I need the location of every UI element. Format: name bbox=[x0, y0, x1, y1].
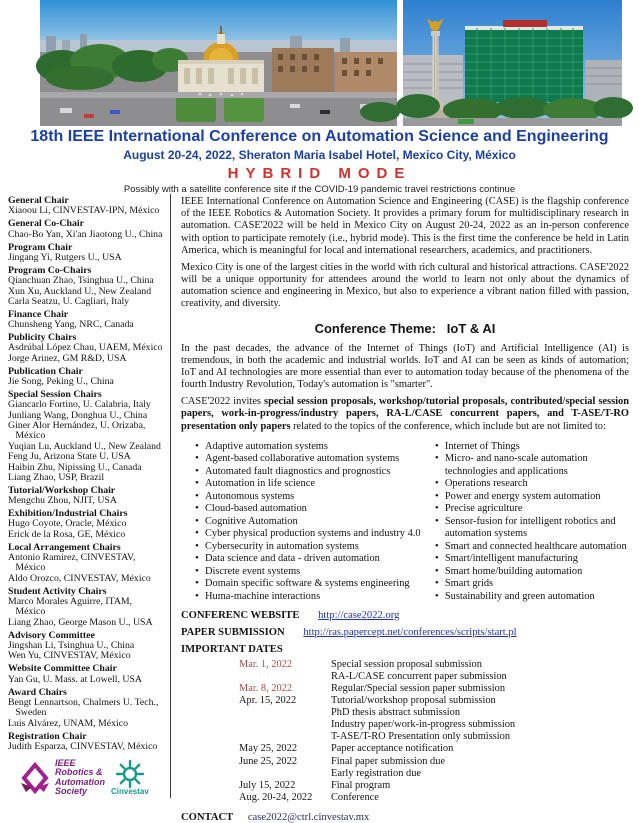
topic-item: • Micro- and nano-scale automation technologies and applications bbox=[435, 453, 629, 478]
chair-name: Aldo Orozco, CINVESTAV, México bbox=[8, 572, 151, 584]
chair-name: Hugo Coyote, Oracle, México bbox=[8, 518, 127, 530]
chair-name: Mengchu Zhou, NJIT, USA bbox=[8, 495, 117, 507]
ras-line: Robotics & bbox=[55, 767, 103, 778]
chair-section bbox=[8, 196, 166, 217]
date-row bbox=[239, 768, 629, 780]
date-row bbox=[239, 792, 629, 804]
title-block bbox=[0, 128, 639, 195]
topic-item: • Discrete event systems bbox=[195, 566, 423, 578]
chair-name: Yuqian Lu, Auckland U., New Zealand bbox=[8, 440, 161, 452]
topic-item: • Internet of Things bbox=[435, 441, 629, 453]
topic-item: • Cognitive Automation bbox=[195, 516, 423, 528]
topic-item: • Precise agriculture bbox=[435, 503, 629, 515]
invite-paragraph bbox=[181, 396, 629, 433]
chair-section bbox=[8, 367, 166, 388]
important-dates-heading: IMPORTANT DATES bbox=[181, 644, 283, 656]
date-row bbox=[239, 671, 629, 683]
chair-name: Carla Seatzu, U. Cagliari, Italy bbox=[8, 295, 130, 307]
date-event: Industry paper/work-in-progress submission bbox=[331, 719, 516, 731]
date-value: July 15, 2022 bbox=[239, 779, 296, 791]
chair-name: Bengt Lennartson, Chalmers U. Tech., bbox=[8, 696, 159, 708]
date-value: June 25, 2022 bbox=[239, 755, 298, 767]
chair-section bbox=[8, 243, 166, 264]
chair-section-title: Special Session Chairs bbox=[8, 388, 102, 400]
date-event: Final program bbox=[331, 779, 391, 791]
date-event: Regular/Special session paper submission bbox=[331, 683, 506, 695]
date-row bbox=[239, 695, 629, 707]
chair-name: Xiaoou Li, CINVESTAV-IPN, México bbox=[8, 205, 160, 217]
hybrid-mode-banner: HYBRID MODE bbox=[227, 165, 412, 183]
date-value: May 25, 2022 bbox=[239, 743, 298, 755]
invite-text: related to the topics of the conference, which include but are not limited to: bbox=[290, 420, 606, 432]
ieee-ras-logo bbox=[18, 759, 105, 797]
submission-label: PAPER SUBMISSION bbox=[181, 627, 285, 639]
topics-left bbox=[181, 441, 423, 603]
topic-item: • Cybersecurity in automation systems bbox=[195, 541, 423, 553]
chair-name: Jie Song, Peking U., China bbox=[8, 376, 114, 387]
chair-name: Giner Alor Hernández, U. Orizaba, bbox=[8, 420, 146, 431]
website-label: CONFERENC WEBSITE bbox=[181, 610, 300, 622]
sidebar-sections bbox=[8, 196, 166, 755]
topic-item: • Domain specific software & systems engineering bbox=[195, 578, 423, 590]
theme-heading: Conference Theme: IoT & AI bbox=[314, 320, 496, 336]
chair-section bbox=[8, 587, 166, 629]
contact-label: CONTACT bbox=[181, 811, 234, 823]
chair-section-title: Registration Chair bbox=[8, 730, 87, 742]
chair-section-title: General Co-Chair bbox=[8, 218, 84, 230]
date-event: RA-L/CASE concurrent paper submission bbox=[331, 671, 507, 683]
chair-section-title: Website Committee Chair bbox=[8, 663, 117, 675]
chair-section-title: Award Chairs bbox=[8, 686, 67, 698]
chair-section bbox=[8, 486, 166, 507]
organizing-committee-sidebar bbox=[0, 194, 170, 798]
chair-section-title: Publicity Chairs bbox=[8, 332, 77, 343]
date-row bbox=[239, 743, 629, 755]
topic-item: • Autonomous systems bbox=[195, 491, 423, 503]
chair-name: Sweden bbox=[8, 707, 47, 719]
chair-name: Jorge Arinez, GM R&D, USA bbox=[8, 352, 127, 364]
date-value: Mar. 8, 2022 bbox=[239, 683, 293, 695]
content-columns bbox=[0, 194, 639, 823]
chair-name: Marco Morales Aguirre, ITAM, bbox=[8, 596, 133, 607]
chair-section bbox=[8, 266, 166, 308]
chair-section-title: Exhibition/Industrial Chairs bbox=[8, 508, 128, 519]
date-value bbox=[239, 719, 331, 731]
chair-section bbox=[8, 310, 166, 331]
topic-item: • Data science and data - driven automation bbox=[195, 553, 423, 565]
chair-section-title: Program Chair bbox=[8, 241, 73, 253]
photo-angel-sheraton bbox=[403, 0, 622, 126]
chair-name: Haibin Zhu, Nipissing U., Canada bbox=[8, 461, 142, 473]
chair-section-title: Local Arrangement Chairs bbox=[8, 541, 121, 553]
topic-item: • Automation in life science bbox=[195, 478, 423, 490]
topic-item: • Smart home/building automation bbox=[435, 566, 629, 578]
dates-table bbox=[239, 659, 629, 804]
ras-line: IEEE bbox=[55, 757, 76, 768]
website-link[interactable]: http://case2022.org bbox=[318, 610, 400, 622]
topic-item: • Sensor-fusion for intelligent robotics and automation systems bbox=[435, 516, 629, 541]
chair-name: Chao-Bo Yan, Xi'an Jiaotong U., China bbox=[8, 228, 163, 240]
contact-email[interactable]: case2022@ctrl.cinvestav.mx bbox=[247, 811, 370, 823]
chair-name: Antonio Ramirez, CINVESTAV, bbox=[8, 552, 136, 563]
topic-item: • Agent-based collaborative automation systems bbox=[195, 453, 423, 465]
chair-section bbox=[8, 631, 166, 662]
chair-name: Qianchuan Zhao, Tsinghua U., China bbox=[8, 275, 154, 287]
ras-emblem-icon bbox=[18, 761, 52, 795]
photo-bellas-artes bbox=[40, 0, 397, 126]
conference-title: 18th IEEE International Conference on Automation Science and Engineering bbox=[30, 128, 609, 145]
chair-name: Wen Yu, CINVESTAV, México bbox=[8, 650, 131, 662]
submission-link[interactable]: http://ras.papercept.net/conferences/scripts/start.pl bbox=[303, 627, 517, 639]
intro-paragraph-1: IEEE International Conference on Automation Science and Engineering (CASE) is the flagship conference of the IEEE Robotics & Automation Society. It provides a primary forum for multidisciplinary research in automation. CASE'2022 will be held in Mexico City on August 20-24, 2022 as an in-person conference with option to participate remotely (i.e., hybrid mode). This is the first time the conference be held in Latin America, which is meaningful for local and international researchers, academics, and practitioners. bbox=[181, 196, 629, 256]
ras-line: Automation bbox=[55, 776, 105, 787]
date-event: Early registration due bbox=[331, 767, 422, 779]
chair-name: México bbox=[8, 606, 46, 618]
chair-section-title: Program Co-Chairs bbox=[8, 264, 92, 276]
chair-name: México bbox=[8, 430, 46, 442]
date-row bbox=[239, 780, 629, 792]
date-value bbox=[239, 707, 331, 719]
chair-section-title: Tutorial/Workshop Chair bbox=[8, 484, 116, 496]
chair-section bbox=[8, 688, 166, 730]
date-row bbox=[239, 659, 629, 671]
date-row bbox=[239, 683, 629, 695]
chair-section bbox=[8, 664, 166, 685]
topic-item: • Huma-machine interactions bbox=[195, 591, 423, 603]
satellite-note: Possibly with a satellite conference site if the COVID-19 pandemic travel restrictions continue bbox=[123, 184, 516, 196]
theme-paragraph: In the past decades, the advance of the Internet of Things (IoT) and Artificial Intelligence (AI) is tremendous, in both the academic and industrial worlds. IoT and AI can be seen as kinds of automation; IoT and AI technologies are more essential than ever to automation today because of the phenomena of the fourth Industry Revolution, Today's automation is "smarter". bbox=[181, 342, 629, 391]
chair-name: Jingang Yi, Rutgers U., USA bbox=[8, 251, 122, 263]
topic-item: • Cyber physical production systems and industry 4.0 bbox=[195, 528, 423, 540]
ras-wordmark bbox=[55, 759, 105, 797]
date-row bbox=[239, 707, 629, 719]
chair-name: Giancarlo Fortino, U. Calabria, Italy bbox=[8, 399, 151, 411]
chair-name: Chunsheng Yang, NRC, Canada bbox=[8, 319, 134, 331]
chair-section bbox=[8, 333, 166, 364]
chair-name: Yan Gu, U. Mass. at Lowell, USA bbox=[8, 673, 142, 685]
topic-item: • Sustainability and green automation bbox=[435, 591, 629, 603]
topic-item: • Power and energy system automation bbox=[435, 491, 629, 503]
chair-name: Liang Zhao, USP, Brazil bbox=[8, 471, 105, 483]
chair-name: Liang Zhao, George Mason U., USA bbox=[8, 616, 153, 628]
invite-bold-text: special session proposals, workshop/tutorial proposals, contributed/special session papers, work-in-progress/industry papers, RA-L/CASE concurrent papers, and T-ASE/T-RO presentation only papers bbox=[181, 396, 629, 432]
date-event: Conference bbox=[331, 791, 379, 803]
date-value bbox=[239, 671, 331, 683]
chair-section bbox=[8, 509, 166, 540]
contact-row bbox=[181, 812, 629, 823]
date-value: Mar. 1, 2022 bbox=[239, 659, 293, 671]
topic-item: • Smart and connected healthcare automation bbox=[435, 541, 629, 553]
topic-item: • Operations research bbox=[435, 478, 629, 490]
chair-section bbox=[8, 732, 166, 753]
date-event: Final paper submission due bbox=[331, 755, 445, 767]
date-event: Tutorial/workshop proposal submission bbox=[331, 695, 496, 707]
chair-name: Junliang Wang, Donghua U., China bbox=[8, 409, 148, 421]
chair-name: Luis Alvárez, UNAM, México bbox=[8, 717, 128, 729]
invite-text: CASE'2022 invites bbox=[181, 396, 265, 408]
intro-paragraph-2: Mexico City is one of the largest cities in the world with rich cultural and historical attractions. CASE'2022 will be a unique opportunity for attendees around the world to learn not only about the dynamics of automation science and engineering in Mexico, but also to experience a vibrant nation filled with passion, creativity, and diversity. bbox=[181, 261, 629, 310]
cinvestav-emblem-icon bbox=[115, 759, 145, 789]
date-value bbox=[239, 768, 331, 780]
topics-right bbox=[423, 441, 629, 603]
chair-section-title: Student Activity Chairs bbox=[8, 585, 107, 597]
conference-date-venue: August 20-24, 2022, Sheraton Maria Isabel Hotel, Mexico City, México bbox=[123, 148, 516, 163]
topic-item: • Smart grids bbox=[435, 578, 629, 590]
website-row bbox=[181, 610, 629, 621]
topic-item: • Adaptive automation systems bbox=[195, 441, 423, 453]
chair-name: Asdrúbal López Chau, UAEM, México bbox=[8, 342, 163, 354]
chair-name: Feng Ju, Arizona State U. USA bbox=[8, 451, 131, 463]
topics-columns bbox=[181, 441, 629, 603]
date-event: Paper acceptance notification bbox=[331, 743, 454, 755]
cinvestav-logo bbox=[111, 759, 149, 796]
ras-line: Society bbox=[55, 786, 88, 797]
date-row bbox=[239, 731, 629, 743]
chair-name: Xun Xu, Auckland U., New Zealand bbox=[8, 285, 152, 297]
date-value: Apr. 15, 2022 bbox=[239, 695, 297, 707]
topic-item: • Smart/intelligent manufacturing bbox=[435, 553, 629, 565]
chair-section-title: Finance Chair bbox=[8, 308, 69, 320]
chair-section bbox=[8, 543, 166, 585]
date-event: T-ASE/T-RO Presentation only submission bbox=[331, 731, 511, 743]
submission-row bbox=[181, 627, 629, 638]
date-value: Aug. 20-24, 2022 bbox=[239, 791, 313, 803]
date-event: Special session proposal submission bbox=[331, 659, 482, 671]
chair-section bbox=[8, 219, 166, 240]
date-row bbox=[239, 756, 629, 768]
date-row bbox=[239, 719, 629, 731]
chair-name: Jingshan Li, Tsinghua U., China bbox=[8, 640, 135, 651]
chair-name: Judith Esparza, CINVESTAV, México bbox=[8, 740, 158, 752]
chair-section-title: Publication Chair bbox=[8, 365, 83, 377]
chair-name: México bbox=[8, 562, 46, 574]
chair-section-title: General Chair bbox=[8, 195, 69, 206]
logos-row bbox=[8, 755, 166, 803]
chair-name: Erick de la Rosa, GE, México bbox=[8, 528, 126, 540]
chair-section-title: Advisory Committee bbox=[8, 629, 95, 641]
angel-sheraton-illustration bbox=[403, 0, 622, 126]
date-event: PhD thesis abstract submission bbox=[331, 707, 461, 719]
date-value bbox=[239, 731, 331, 743]
topic-item: • Cloud-based automation bbox=[195, 503, 423, 515]
chair-section bbox=[8, 390, 166, 483]
main-content bbox=[170, 194, 639, 823]
bellas-artes-illustration bbox=[40, 0, 397, 126]
topic-item: • Automated fault diagnostics and prognostics bbox=[195, 466, 423, 478]
cinvestav-wordmark: Cinvestav bbox=[111, 787, 149, 797]
